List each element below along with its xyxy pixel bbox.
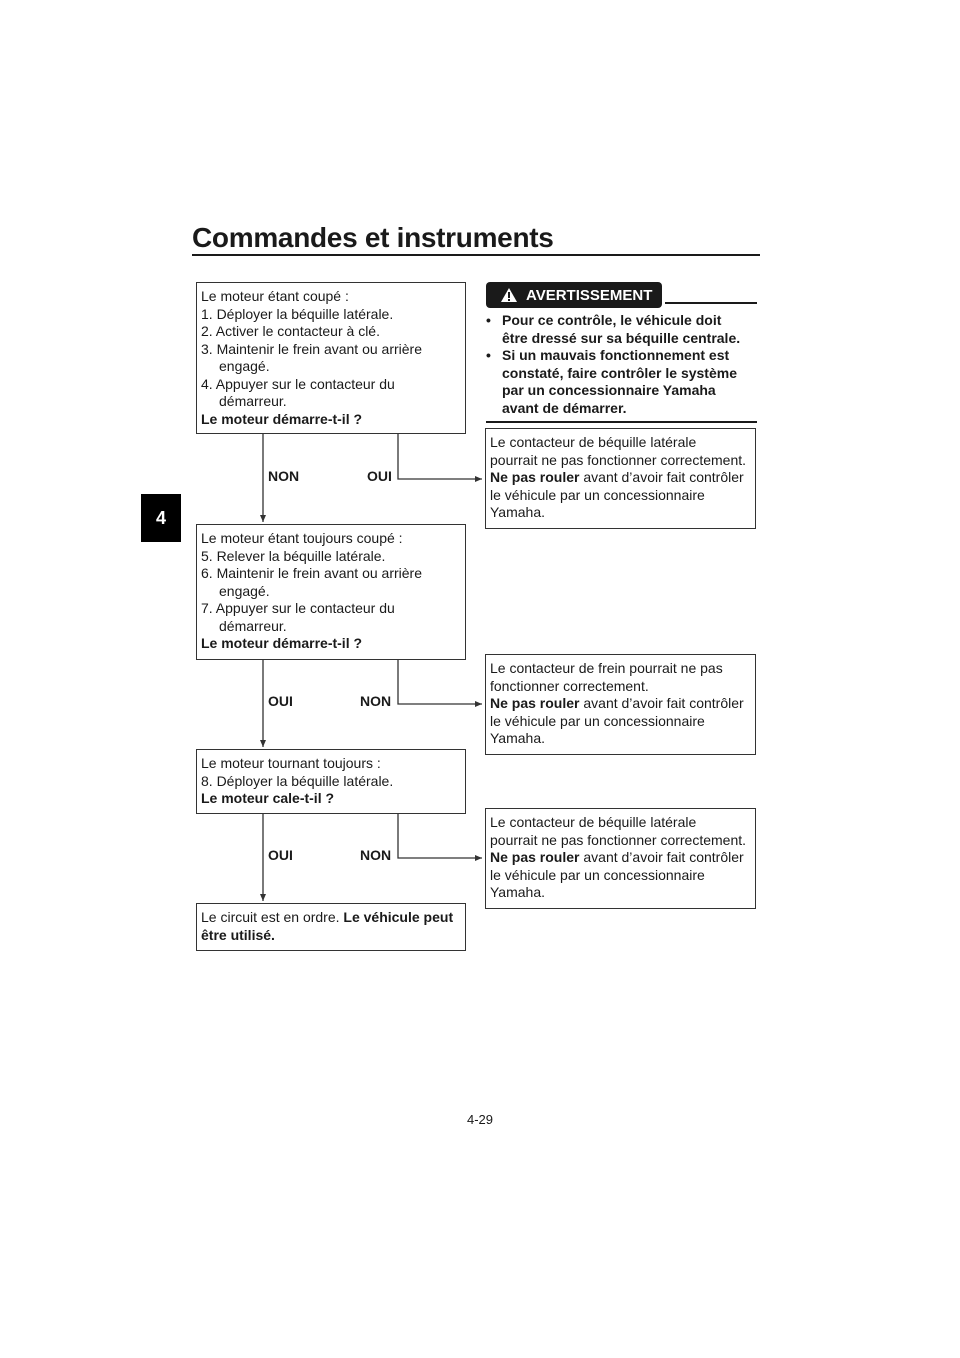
step2-line: 5. Relever la béquille latérale. [201, 547, 386, 564]
step2-line: Le moteur étant toujours coupé : [201, 530, 403, 546]
step1-line: engagé. [219, 358, 270, 374]
step1-line: 3. Maintenir le frein avant ou arrière [201, 340, 422, 357]
result2-bold: Ne pas rouler [490, 695, 580, 711]
result2-line: Le contacteur de frein pourrait ne pas [490, 660, 723, 676]
step3-line: 8. Déployer la béquille latérale. [201, 772, 394, 789]
result2-line: Yamaha. [490, 730, 545, 746]
page-number: 4-29 [466, 1112, 494, 1127]
branch2-down-label: OUI [268, 693, 293, 709]
result3-line: pourrait ne pas fonctionner correctement. [490, 831, 747, 848]
result3-line: Yamaha. [490, 884, 545, 900]
flow-step-1 [196, 282, 466, 434]
branch1-down-label: NON [268, 468, 300, 484]
chapter-tab: 4 [141, 494, 181, 542]
warning-item [484, 347, 760, 417]
result2-rest: avant d’avoir fait contrôler [579, 695, 744, 711]
result1-line: le véhicule par un concessionnaire [490, 486, 705, 503]
result1-line: Le contacteur de béquille latérale [490, 434, 697, 450]
page-title: Commandes et instruments [192, 222, 554, 253]
result3-line: le véhicule par un concessionnaire [490, 866, 705, 883]
step1-line: démarreur. [219, 393, 287, 409]
step2-question: Le moteur démarre-t-il ? [201, 635, 363, 651]
result2-line: le véhicule par un concessionnaire [490, 712, 705, 729]
warning-badge [486, 282, 662, 308]
result1-rest: avant d’avoir fait contrôler [579, 469, 744, 485]
warning-list [484, 312, 760, 417]
step2-line: démarreur. [219, 617, 287, 634]
arrow-step1-to-result1 [398, 433, 482, 479]
warning-line: Pour ce contrôle, le véhicule doit [502, 312, 722, 328]
warning-bullet: • [486, 347, 491, 363]
branch1-right-label: OUI [367, 468, 392, 484]
result-box-1 [485, 428, 756, 529]
step3-line: Le moteur tournant toujours : [201, 755, 381, 771]
warning-line: avant de démarrer. [502, 399, 627, 416]
step1-line: 1. Déployer la béquille latérale. [201, 305, 394, 322]
result1-line: pourrait ne pas fonctionner correctement. [490, 451, 747, 468]
warning-item [484, 312, 760, 347]
result-box-2 [485, 654, 756, 755]
result2-line: fonctionner correctement. [490, 677, 649, 694]
branch3-down-label: OUI [268, 847, 293, 863]
arrow-step3-to-result3 [398, 813, 482, 858]
result3-bold: Ne pas rouler [490, 849, 580, 865]
step1-line: 2. Activer le contacteur à clé. [201, 323, 380, 339]
warning-triangle-icon [500, 287, 518, 303]
warning-line: par un concessionnaire Yamaha [502, 382, 716, 398]
warning-label: AVERTISSEMENT [526, 286, 653, 304]
warning-line: être dressé sur sa béquille centrale. [502, 329, 741, 346]
flow-step-4 [196, 903, 466, 951]
step1-line: 4. Appuyer sur le contacteur du [201, 375, 395, 392]
result3-rest: avant d’avoir fait contrôler [579, 849, 744, 865]
result-box-3 [485, 808, 756, 909]
step4-bold: être utilisé. [201, 926, 275, 943]
step4-bold: Le véhicule peut [343, 909, 454, 925]
result3-line: Le contacteur de béquille latérale [490, 814, 697, 830]
step3-question: Le moteur cale-t-il ? [201, 790, 335, 806]
arrow-step2-to-result2 [398, 659, 482, 704]
branch2-right-label: NON [360, 693, 392, 709]
flow-step-3 [196, 749, 466, 814]
branch3-right-label: NON [360, 847, 392, 863]
warning-bullet: • [486, 312, 491, 328]
step2-line: 7. Appuyer sur le contacteur du [201, 600, 395, 616]
warning-line: Si un mauvais fonctionnement est [502, 347, 730, 363]
step2-line: engagé. [219, 582, 270, 599]
flow-step-2 [196, 524, 466, 660]
warning-rule-top [665, 302, 757, 304]
step4-text: Le circuit est en ordre. [201, 909, 344, 925]
step1-question: Le moteur démarre-t-il ? [201, 410, 363, 427]
warning-rule-bottom [486, 421, 757, 423]
warning-line: constaté, faire contrôler le système [502, 364, 737, 381]
step2-line: 6. Maintenir le frein avant ou arrière [201, 565, 422, 581]
result1-line: Yamaha. [490, 504, 545, 520]
result1-bold: Ne pas rouler [490, 469, 580, 485]
step1-line: Le moteur étant coupé : [201, 288, 349, 304]
